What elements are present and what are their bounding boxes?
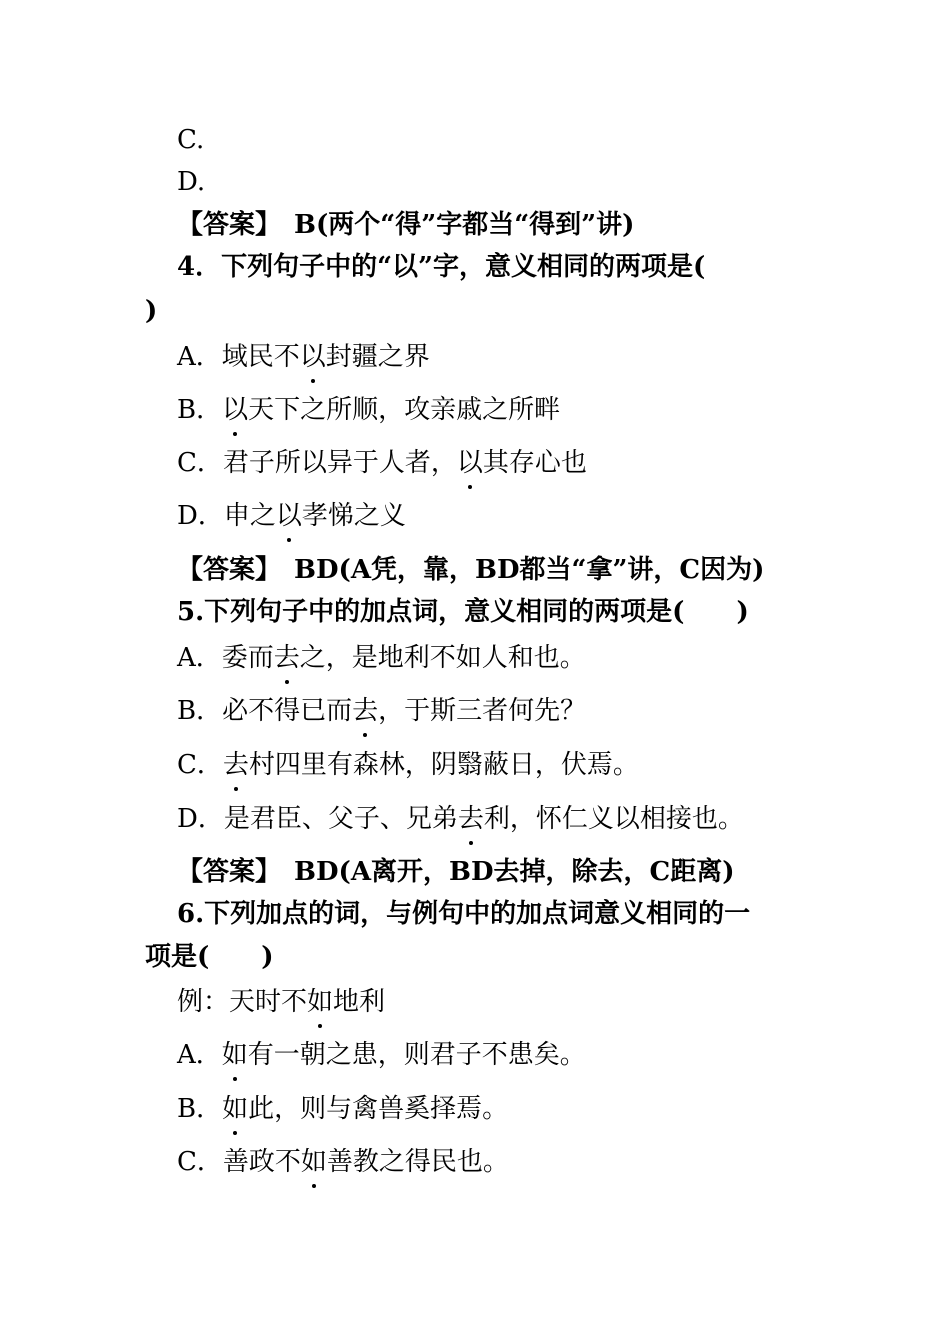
text: D．申之 [177, 501, 276, 531]
dotted-char: 以 [456, 448, 483, 478]
text: B．必不得已而 [177, 696, 353, 726]
q4-stem: 4．下列句子中的“以”字，意义相同的两项是( [177, 252, 706, 282]
text: 地利 [333, 987, 386, 1017]
text: 有一朝之患，则君子不患矣。 [247, 1040, 586, 1070]
q3-option-c: C. [177, 125, 205, 155]
q4-option-d [177, 499, 406, 533]
text: C．善政不 [177, 1147, 301, 1177]
text: A．委而 [177, 643, 274, 673]
dotted-char: 去 [352, 696, 379, 726]
q6-stem: 6.下列加点的词，与例句中的加点词意义相同的一 [177, 899, 751, 929]
q5-option-b [177, 694, 586, 728]
dotted-char: 以 [299, 342, 326, 372]
q6-option-c [177, 1145, 509, 1179]
text: 封疆之界 [325, 342, 430, 372]
q3-option-d: D. [177, 167, 206, 197]
q4-option-b [177, 393, 560, 427]
dotted-char: 去 [273, 643, 300, 673]
text: D．是君臣、父子、兄弟 [177, 804, 458, 834]
q4-answer: 【答案】 BD(A凭，靠，BD都当“拿”讲，C因为) [177, 555, 765, 585]
q4-option-a [177, 340, 430, 374]
q3-answer: 【答案】 B(两个“得”字都当“得到”讲) [177, 210, 635, 240]
text: 此，则与禽兽奚择焉。 [248, 1094, 509, 1124]
text: 利，怀仁义以相接也。 [483, 804, 744, 834]
dotted-char: 以 [275, 501, 302, 531]
q6-option-b [177, 1092, 508, 1126]
text: 善教之得民也。 [326, 1147, 509, 1177]
text: 村四里有森林，阴翳蔽日，伏焉。 [248, 750, 639, 780]
q6-stem-cont: 项是( ) [145, 942, 274, 972]
q5-stem: 5.下列句子中的加点词，意义相同的两项是( ) [177, 597, 749, 627]
text: C． [177, 750, 223, 780]
q5-option-d [177, 802, 744, 836]
dotted-char: 去 [457, 804, 484, 834]
text: 之，是地利不如人和也。 [299, 643, 586, 673]
text: A．域民不 [177, 342, 300, 372]
dotted-char: 如 [221, 1040, 248, 1070]
text: 孝悌之义 [301, 501, 406, 531]
text: 例：天时不 [177, 987, 308, 1017]
text: 其存心也 [482, 448, 587, 478]
dotted-char: 如 [222, 1094, 249, 1124]
text: 天下之所顺，攻亲戚之所畔 [248, 395, 561, 425]
dotted-char: 如 [307, 987, 334, 1017]
text: C．君子所以异于人者， [177, 448, 457, 478]
text: B． [177, 1094, 223, 1124]
dotted-char: 如 [300, 1147, 327, 1177]
q5-option-c [177, 748, 639, 782]
dotted-char: 去 [222, 750, 249, 780]
q6-example [177, 985, 385, 1019]
q5-option-a [177, 641, 586, 675]
dotted-char: 以 [222, 395, 249, 425]
text: B． [177, 395, 223, 425]
text: ，于斯三者何先？ [378, 696, 587, 726]
q6-option-a [177, 1038, 586, 1072]
q4-option-c [177, 446, 587, 480]
q4-stem-cont: ) [145, 296, 158, 326]
text: A． [177, 1040, 222, 1070]
q5-answer: 【答案】 BD(A离开，BD去掉，除去，C距离) [177, 857, 735, 887]
